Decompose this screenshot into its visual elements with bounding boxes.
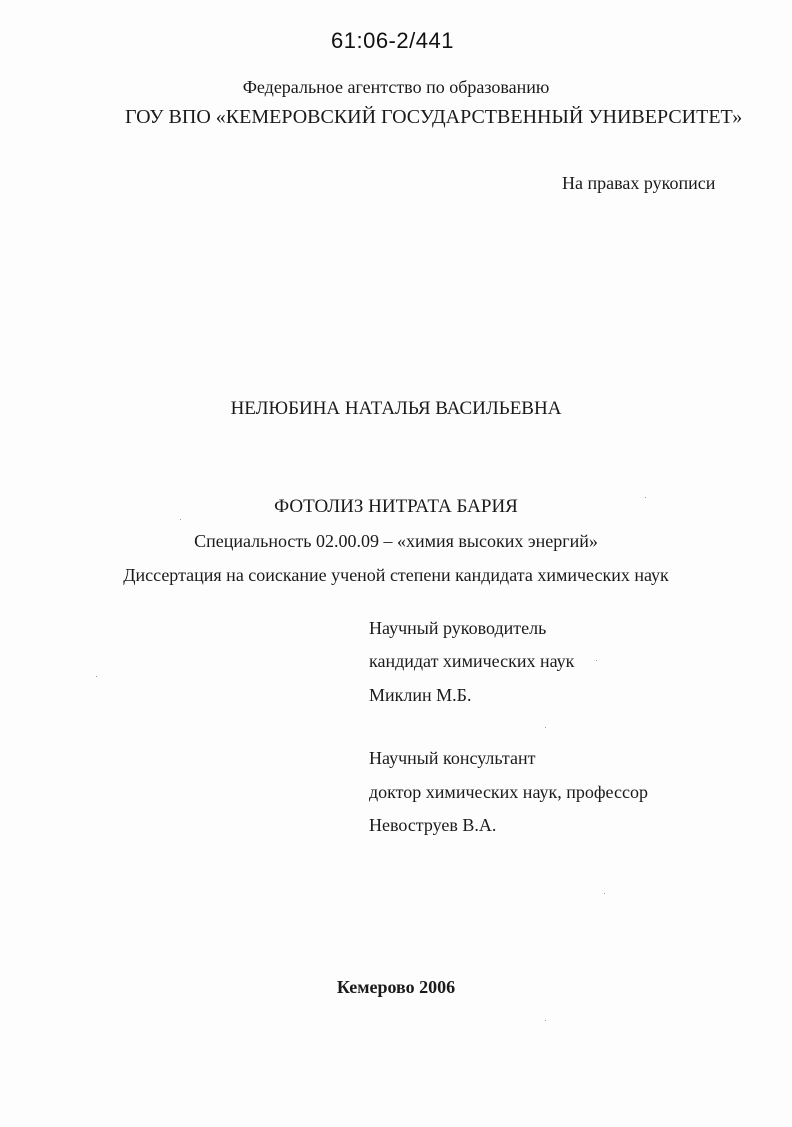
scan-speck xyxy=(645,497,646,498)
university-name: ГОУ ВПО «КЕМЕРОВСКИЙ ГОСУДАРСТВЕННЫЙ УНИВЕРСИТЕТ» xyxy=(125,106,743,128)
stamp-code: 61:06-2/441 xyxy=(331,28,454,53)
scan-speck xyxy=(596,660,597,661)
city-year: Кемерово 2006 xyxy=(336,977,456,997)
author-name: НЕЛЮБИНА НАТАЛЬЯ ВАСИЛЬЕВНА xyxy=(230,398,562,419)
supervisor-label: Научный руководитель xyxy=(369,618,547,638)
consultant-name: Невоструев В.А. xyxy=(369,815,497,835)
thesis-degree-line: Диссертация на соискание ученой степени кандидата химических наук xyxy=(123,565,669,585)
scan-speck xyxy=(545,1020,546,1021)
consultant-degree: доктор химических наук, профессор xyxy=(369,782,648,802)
scan-speck xyxy=(545,727,546,728)
scan-speck xyxy=(96,676,97,677)
thesis-specialty: Специальность 02.00.09 – «химия высоких энергий» xyxy=(194,531,598,551)
consultant-label: Научный консультант xyxy=(369,748,536,768)
thesis-title: ФОТОЛИЗ НИТРАТА БАРИЯ xyxy=(274,496,518,517)
scan-speck xyxy=(604,893,605,894)
supervisor-name: Миклин М.Б. xyxy=(369,685,472,705)
supervisor-degree: кандидат химических наук xyxy=(369,651,575,671)
agency-name: Федеральное агентство по образованию xyxy=(242,77,550,97)
rights-note: На правах рукописи xyxy=(562,173,716,193)
scan-speck xyxy=(180,519,181,520)
